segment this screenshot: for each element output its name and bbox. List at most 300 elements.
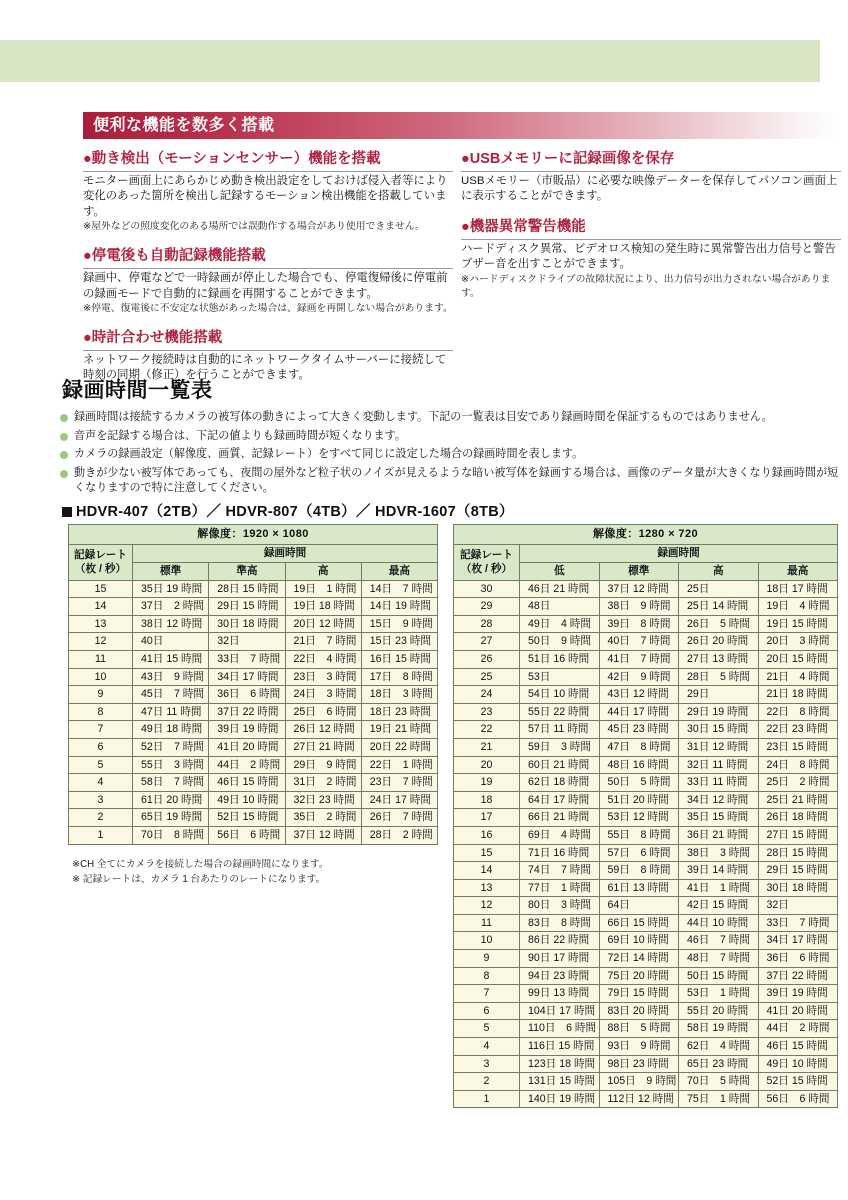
rate-cell: 4 — [69, 774, 133, 792]
duration-cell: 51日 16 時間 — [520, 650, 600, 668]
duration-cell: 50日 5 時間 — [599, 774, 679, 792]
table-row — [454, 826, 838, 844]
duration-cell: 45日 23 時間 — [599, 721, 679, 739]
table-row — [454, 756, 838, 774]
duration-cell: 37日 22 時間 — [209, 703, 285, 721]
feature-heading: ●動き検出（モーションセンサー）機能を搭載 — [83, 150, 453, 172]
duration-cell: 64日 — [599, 897, 679, 915]
rate-cell: 29 — [454, 598, 520, 616]
duration-cell: 131日 15 時間 — [520, 1073, 600, 1091]
duration-cell: 18日 17 時間 — [758, 580, 838, 598]
feature-body: ハードディスク異常、ビデオロス検知の発生時に異常警告出力信号と警告ブザー音を出すことができます。 — [461, 242, 836, 271]
table-row — [454, 1038, 838, 1056]
duration-cell: 16日 15 時間 — [361, 650, 437, 668]
rate-cell: 9 — [69, 686, 133, 704]
table-row — [454, 686, 838, 704]
table-row — [454, 721, 838, 739]
duration-cell: 20日 15 時間 — [758, 650, 838, 668]
rate-header-line2: （枚 / 秒） — [460, 563, 513, 576]
duration-cell: 50日 15 時間 — [679, 967, 759, 985]
table-row — [69, 791, 438, 809]
duration-cell: 123日 18 時間 — [520, 1055, 600, 1073]
bullet-text: 音声を記録する場合は、下記の値よりも録画時間が短くなります。 — [74, 429, 406, 442]
duration-cell: 75日 20 時間 — [599, 967, 679, 985]
rate-cell: 24 — [454, 686, 520, 704]
duration-cell: 52日 15 時間 — [209, 809, 285, 827]
rate-cell: 15 — [69, 580, 133, 598]
bullet-dot-icon — [60, 451, 68, 459]
rate-cell: 15 — [454, 844, 520, 862]
duration-cell: 32日 11 時間 — [679, 756, 759, 774]
table-row — [454, 580, 838, 598]
table-header-row — [69, 545, 438, 563]
rate-cell: 9 — [454, 950, 520, 968]
duration-cell: 64日 17 時間 — [520, 791, 600, 809]
duration-cell: 61日 20 時間 — [133, 791, 209, 809]
duration-cell: 34日 17 時間 — [209, 668, 285, 686]
table-row — [454, 950, 838, 968]
duration-cell: 52日 7 時間 — [133, 738, 209, 756]
duration-cell: 35日 15 時間 — [679, 809, 759, 827]
duration-cell: 50日 9 時間 — [520, 633, 600, 651]
duration-cell: 14日 19 時間 — [361, 598, 437, 616]
duration-cell: 37日 12 時間 — [599, 580, 679, 598]
list-item — [60, 466, 845, 497]
duration-cell: 34日 12 時間 — [679, 791, 759, 809]
feature-note: ※屋外などの照度変化のある場所では誤動作する場合があり使用できません。 — [83, 221, 425, 233]
duration-cell: 77日 1 時間 — [520, 879, 600, 897]
duration-cell: 53日 1 時間 — [679, 985, 759, 1003]
duration-cell: 41日 20 時間 — [209, 738, 285, 756]
duration-cell: 44日 17 時間 — [599, 703, 679, 721]
duration-cell: 19日 15 時間 — [758, 615, 838, 633]
rate-cell: 21 — [454, 738, 520, 756]
duration-cell: 93日 9 時間 — [599, 1038, 679, 1056]
duration-cell: 25日 14 時間 — [679, 598, 759, 616]
duration-cell: 75日 1 時間 — [679, 1090, 759, 1108]
table-note: ※ 記録レートは、カメラ 1 台あたりのレートになります。 — [72, 873, 326, 885]
duration-cell: 24日 8 時間 — [758, 756, 838, 774]
duration-cell: 25日 6 時間 — [285, 703, 361, 721]
duration-cell: 104日 17 時間 — [520, 1002, 600, 1020]
duration-cell: 59日 8 時間 — [599, 862, 679, 880]
duration-cell: 22日 8 時間 — [758, 703, 838, 721]
duration-cell: 26日 7 時間 — [361, 809, 437, 827]
duration-cell: 62日 4 時間 — [679, 1038, 759, 1056]
duration-cell: 44日 2 時間 — [209, 756, 285, 774]
rate-header-line1: 記録レート — [74, 549, 127, 562]
duration-cell: 36日 6 時間 — [209, 686, 285, 704]
table-row — [454, 809, 838, 827]
rate-cell: 7 — [454, 985, 520, 1003]
duration-cell: 66日 15 時間 — [599, 914, 679, 932]
duration-cell: 53日 12 時間 — [599, 809, 679, 827]
table-row — [69, 738, 438, 756]
resolution-header: 解像度：1280 × 720 — [454, 525, 838, 545]
duration-cell: 14日 7 時間 — [361, 580, 437, 598]
duration-cell: 39日 14 時間 — [679, 862, 759, 880]
rate-cell: 22 — [454, 721, 520, 739]
duration-cell: 59日 3 時間 — [520, 738, 600, 756]
table-row — [454, 1090, 838, 1108]
feature-column-right — [461, 150, 841, 314]
duration-cell: 39日 19 時間 — [209, 721, 285, 739]
table-row — [454, 844, 838, 862]
duration-cell: 70日 5 時間 — [679, 1073, 759, 1091]
model-line-text: HDVR-407（2TB）／ HDVR-807（4TB）／ HDVR-1607（8TB） — [76, 504, 514, 520]
duration-cell: 28日 5 時間 — [679, 668, 759, 686]
bullet-dot-icon — [60, 470, 68, 478]
table-row — [69, 756, 438, 774]
table-row — [69, 774, 438, 792]
rate-cell: 30 — [454, 580, 520, 598]
duration-cell: 86日 22 時間 — [520, 932, 600, 950]
duration-cell: 65日 19 時間 — [133, 809, 209, 827]
duration-cell: 58日 19 時間 — [679, 1020, 759, 1038]
table-note: ※CH 全てにカメラを接続した場合の録画時間になります。 — [72, 859, 329, 870]
table-row — [69, 686, 438, 704]
rate-cell: 5 — [69, 756, 133, 774]
list-item — [60, 429, 845, 445]
rate-cell: 8 — [69, 703, 133, 721]
feature-body: モニター画面上にあらかじめ動き検出設定をしておけば侵入者等により変化のあった箇所を検出し記録するモーション検出機能を搭載しています。 — [83, 175, 448, 218]
rate-cell: 3 — [454, 1055, 520, 1073]
duration-cell: 29日 15 時間 — [209, 598, 285, 616]
duration-cell: 79日 15 時間 — [599, 985, 679, 1003]
rate-cell: 10 — [454, 932, 520, 950]
duration-cell: 37日 2 時間 — [133, 598, 209, 616]
duration-cell: 69日 10 時間 — [599, 932, 679, 950]
table-row — [454, 1055, 838, 1073]
duration-cell: 46日 15 時間 — [758, 1038, 838, 1056]
duration-cell: 37日 22 時間 — [758, 967, 838, 985]
duration-cell: 23日 7 時間 — [361, 774, 437, 792]
table-row — [454, 1073, 838, 1091]
duration-cell: 39日 8 時間 — [599, 615, 679, 633]
duration-cell: 32日 — [758, 897, 838, 915]
table-row — [69, 668, 438, 686]
rate-cell: 20 — [454, 756, 520, 774]
table-row — [69, 703, 438, 721]
duration-cell: 98日 23 時間 — [599, 1055, 679, 1073]
duration-cell: 19日 1 時間 — [285, 580, 361, 598]
duration-cell: 35日 19 時間 — [133, 580, 209, 598]
duration-cell: 31日 12 時間 — [679, 738, 759, 756]
quality-header: 高 — [285, 563, 361, 581]
duration-cell: 49日 10 時間 — [758, 1055, 838, 1073]
rate-cell: 13 — [69, 615, 133, 633]
table-row — [69, 598, 438, 616]
table-row — [454, 879, 838, 897]
rate-cell: 3 — [69, 791, 133, 809]
table-notes — [72, 858, 329, 887]
duration-cell: 42日 9 時間 — [599, 668, 679, 686]
quality-header: 標準 — [599, 563, 679, 581]
duration-cell: 21日 7 時間 — [285, 633, 361, 651]
duration-cell: 57日 11 時間 — [520, 721, 600, 739]
duration-cell: 22日 23 時間 — [758, 721, 838, 739]
duration-cell: 37日 12 時間 — [285, 826, 361, 844]
feature-heading: ●機器異常警告機能 — [461, 218, 841, 240]
rate-cell: 17 — [454, 809, 520, 827]
recording-table-1920x1080-wrapper — [68, 524, 438, 845]
duration-cell: 41日 7 時間 — [599, 650, 679, 668]
rate-cell: 18 — [454, 791, 520, 809]
duration-cell: 110日 6 時間 — [520, 1020, 600, 1038]
quality-header: 標準 — [133, 563, 209, 581]
bullet-text: 録画時間は接続するカメラの被写体の動きによって大きく変動します。下記の一覧表は目安であり録画時間を保証するものではありません。 — [74, 411, 773, 423]
duration-cell: 52日 15 時間 — [758, 1073, 838, 1091]
duration-cell: 22日 1 時間 — [361, 756, 437, 774]
rate-cell: 5 — [454, 1020, 520, 1038]
duration-cell: 39日 19 時間 — [758, 985, 838, 1003]
duration-cell: 30日 18 時間 — [758, 879, 838, 897]
table-row — [69, 580, 438, 598]
feature-body: USBメモリー（市販品）に必要な映像データーを保存してパソコン画面上に表示することができます。 — [461, 175, 838, 203]
duration-cell: 40日 — [133, 633, 209, 651]
duration-cell: 80日 3 時間 — [520, 897, 600, 915]
section-title-text: 便利な機能を数多く搭載 — [93, 117, 275, 134]
duration-cell: 49日 18 時間 — [133, 721, 209, 739]
duration-cell: 140日 19 時間 — [520, 1090, 600, 1108]
table-body-left — [69, 580, 438, 844]
duration-cell: 43日 9 時間 — [133, 668, 209, 686]
feature-block — [83, 150, 453, 234]
list-item — [60, 447, 845, 463]
table-header-row — [454, 525, 838, 545]
rate-cell: 6 — [454, 1002, 520, 1020]
rate-cell: 10 — [69, 668, 133, 686]
duration-cell: 65日 23 時間 — [679, 1055, 759, 1073]
duration-cell: 49日 4 時間 — [520, 615, 600, 633]
duration-cell: 70日 8 時間 — [133, 826, 209, 844]
duration-cell: 66日 21 時間 — [520, 809, 600, 827]
duration-cell: 27日 21 時間 — [285, 738, 361, 756]
duration-cell: 69日 4 時間 — [520, 826, 600, 844]
duration-cell: 32日 — [209, 633, 285, 651]
quality-header: 準高 — [209, 563, 285, 581]
duration-cell: 28日 15 時間 — [758, 844, 838, 862]
duration-cell: 30日 15 時間 — [679, 721, 759, 739]
duration-cell: 19日 18 時間 — [285, 598, 361, 616]
duration-cell: 24日 3 時間 — [285, 686, 361, 704]
table-row — [454, 862, 838, 880]
duration-cell: 47日 11 時間 — [133, 703, 209, 721]
duration-cell: 31日 2 時間 — [285, 774, 361, 792]
duration-cell: 48日 — [520, 598, 600, 616]
duration-cell: 90日 17 時間 — [520, 950, 600, 968]
duration-cell: 55日 8 時間 — [599, 826, 679, 844]
rate-cell: 14 — [69, 598, 133, 616]
rate-cell: 4 — [454, 1038, 520, 1056]
rate-header — [454, 545, 520, 581]
duration-cell: 42日 15 時間 — [679, 897, 759, 915]
feature-block — [83, 247, 453, 316]
duration-cell: 26日 18 時間 — [758, 809, 838, 827]
duration-cell: 41日 15 時間 — [133, 650, 209, 668]
duration-cell: 51日 20 時間 — [599, 791, 679, 809]
duration-cell: 33日 7 時間 — [758, 914, 838, 932]
feature-note: ※停電、復電後に不安定な状態があった場合は、録画を再開しない場合があります。 — [83, 303, 453, 315]
rate-cell: 8 — [454, 967, 520, 985]
duration-cell: 56日 6 時間 — [209, 826, 285, 844]
table-row — [69, 721, 438, 739]
table-row — [454, 1002, 838, 1020]
recording-bullet-list — [60, 410, 845, 497]
duration-cell: 94日 23 時間 — [520, 967, 600, 985]
table-row — [454, 897, 838, 915]
rate-cell: 12 — [69, 633, 133, 651]
duration-cell: 54日 10 時間 — [520, 686, 600, 704]
table-row — [69, 615, 438, 633]
rate-cell: 7 — [69, 721, 133, 739]
duration-cell: 20日 12 時間 — [285, 615, 361, 633]
duration-cell: 56日 6 時間 — [758, 1090, 838, 1108]
duration-cell: 33日 11 時間 — [679, 774, 759, 792]
duration-cell: 46日 15 時間 — [209, 774, 285, 792]
duration-cell: 29日 — [679, 686, 759, 704]
rate-cell: 1 — [69, 826, 133, 844]
duration-cell: 38日 12 時間 — [133, 615, 209, 633]
bullet-dot-icon — [60, 414, 68, 422]
feature-body: ネットワーク接続時は自動的にネットワークタイムサーバーに接続して時刻の同期（修正）を行うことができます。 — [83, 354, 447, 382]
duration-cell: 72日 14 時間 — [599, 950, 679, 968]
recording-table-1920x1080 — [68, 524, 438, 845]
top-green-band — [0, 40, 820, 82]
rate-cell: 13 — [454, 879, 520, 897]
duration-cell: 18日 23 時間 — [361, 703, 437, 721]
duration-cell: 57日 6 時間 — [599, 844, 679, 862]
duration-cell: 38日 9 時間 — [599, 598, 679, 616]
duration-cell: 23日 15 時間 — [758, 738, 838, 756]
duration-cell: 29日 9 時間 — [285, 756, 361, 774]
rate-cell: 1 — [454, 1090, 520, 1108]
rate-cell: 11 — [69, 650, 133, 668]
rate-cell: 2 — [454, 1073, 520, 1091]
duration-cell: 60日 21 時間 — [520, 756, 600, 774]
recording-time-section — [60, 374, 845, 500]
duration-cell: 62日 18 時間 — [520, 774, 600, 792]
square-bullet-icon — [62, 507, 72, 517]
section-title-bar — [83, 112, 838, 139]
recording-table-1280x720-wrapper — [453, 524, 838, 1108]
table-row — [454, 738, 838, 756]
feature-block — [461, 150, 841, 205]
span-header: 録画時間 — [133, 545, 438, 563]
duration-cell: 19日 4 時間 — [758, 598, 838, 616]
table-row — [454, 985, 838, 1003]
feature-note: ※ハードディスクドライブの故障状況により、出力信号が出力されない場合があります。 — [461, 273, 831, 299]
duration-cell: 48日 7 時間 — [679, 950, 759, 968]
table-row — [454, 1020, 838, 1038]
table-row — [454, 967, 838, 985]
table-row — [454, 650, 838, 668]
duration-cell: 46日 21 時間 — [520, 580, 600, 598]
duration-cell: 26日 12 時間 — [285, 721, 361, 739]
duration-cell: 26日 5 時間 — [679, 615, 759, 633]
quality-header: 低 — [520, 563, 600, 581]
duration-cell: 71日 16 時間 — [520, 844, 600, 862]
duration-cell: 45日 7 時間 — [133, 686, 209, 704]
duration-cell: 25日 2 時間 — [758, 774, 838, 792]
rate-cell: 25 — [454, 668, 520, 686]
duration-cell: 32日 23 時間 — [285, 791, 361, 809]
duration-cell: 83日 8 時間 — [520, 914, 600, 932]
quality-header: 最高 — [361, 563, 437, 581]
duration-cell: 20日 3 時間 — [758, 633, 838, 651]
table-header-row — [454, 545, 838, 563]
duration-cell: 19日 21 時間 — [361, 721, 437, 739]
rate-cell: 19 — [454, 774, 520, 792]
rate-cell: 6 — [69, 738, 133, 756]
resolution-header: 解像度：1920 × 1080 — [69, 525, 438, 545]
duration-cell: 55日 3 時間 — [133, 756, 209, 774]
duration-cell: 27日 15 時間 — [758, 826, 838, 844]
duration-cell: 47日 8 時間 — [599, 738, 679, 756]
duration-cell: 48日 16 時間 — [599, 756, 679, 774]
duration-cell: 25日 21 時間 — [758, 791, 838, 809]
rate-cell: 23 — [454, 703, 520, 721]
duration-cell: 99日 13 時間 — [520, 985, 600, 1003]
table-body-right — [454, 580, 838, 1108]
duration-cell: 36日 21 時間 — [679, 826, 759, 844]
feature-heading: ●停電後も自動記録機能搭載 — [83, 247, 453, 269]
duration-cell: 40日 7 時間 — [599, 633, 679, 651]
duration-cell: 38日 3 時間 — [679, 844, 759, 862]
duration-cell: 35日 2 時間 — [285, 809, 361, 827]
feature-heading: ●時計合わせ機能搭載 — [83, 329, 453, 351]
rate-cell: 26 — [454, 650, 520, 668]
duration-cell: 21日 4 時間 — [758, 668, 838, 686]
duration-cell: 74日 7 時間 — [520, 862, 600, 880]
recording-time-title: 録画時間一覧表 — [62, 379, 213, 402]
duration-cell: 88日 5 時間 — [599, 1020, 679, 1038]
duration-cell: 46日 7 時間 — [679, 932, 759, 950]
duration-cell: 34日 17 時間 — [758, 932, 838, 950]
duration-cell: 17日 8 時間 — [361, 668, 437, 686]
bullet-dot-icon — [60, 433, 68, 441]
table-row — [69, 633, 438, 651]
feature-body: 録画中、停電などで一時録画が停止した場合でも、停電復帰後に停電前の録画モードで自動的に録画を再開することができます。 — [83, 272, 448, 300]
duration-cell: 55日 22 時間 — [520, 703, 600, 721]
model-line — [62, 500, 514, 521]
rate-cell: 14 — [454, 862, 520, 880]
rate-cell: 27 — [454, 633, 520, 651]
duration-cell: 23日 3 時間 — [285, 668, 361, 686]
duration-cell: 53日 — [520, 668, 600, 686]
feature-block — [461, 218, 841, 301]
duration-cell: 21日 18 時間 — [758, 686, 838, 704]
rate-header-line2: （枚 / 秒） — [74, 563, 127, 576]
duration-cell: 49日 10 時間 — [209, 791, 285, 809]
duration-cell: 43日 12 時間 — [599, 686, 679, 704]
duration-cell: 105日 9 時間 — [599, 1073, 679, 1091]
table-row — [454, 791, 838, 809]
recording-table-1280x720 — [453, 524, 838, 1108]
rate-cell: 11 — [454, 914, 520, 932]
rate-cell: 28 — [454, 615, 520, 633]
feature-heading: ●USBメモリーに記録画像を保存 — [461, 150, 841, 172]
bullet-text: 動きが少ない被写体であっても、夜間の屋外など粒子状のノイズが見えるような暗い被写体を録画する場合は、画像のデータ量が大きくなり録画時間が短くなりますので特に注意してください。 — [74, 466, 839, 495]
duration-cell: 112日 12 時間 — [599, 1090, 679, 1108]
duration-cell: 44日 2 時間 — [758, 1020, 838, 1038]
duration-cell: 15日 9 時間 — [361, 615, 437, 633]
quality-header: 最高 — [758, 563, 838, 581]
duration-cell: 29日 19 時間 — [679, 703, 759, 721]
duration-cell: 83日 20 時間 — [599, 1002, 679, 1020]
duration-cell: 20日 22 時間 — [361, 738, 437, 756]
rate-header — [69, 545, 133, 581]
